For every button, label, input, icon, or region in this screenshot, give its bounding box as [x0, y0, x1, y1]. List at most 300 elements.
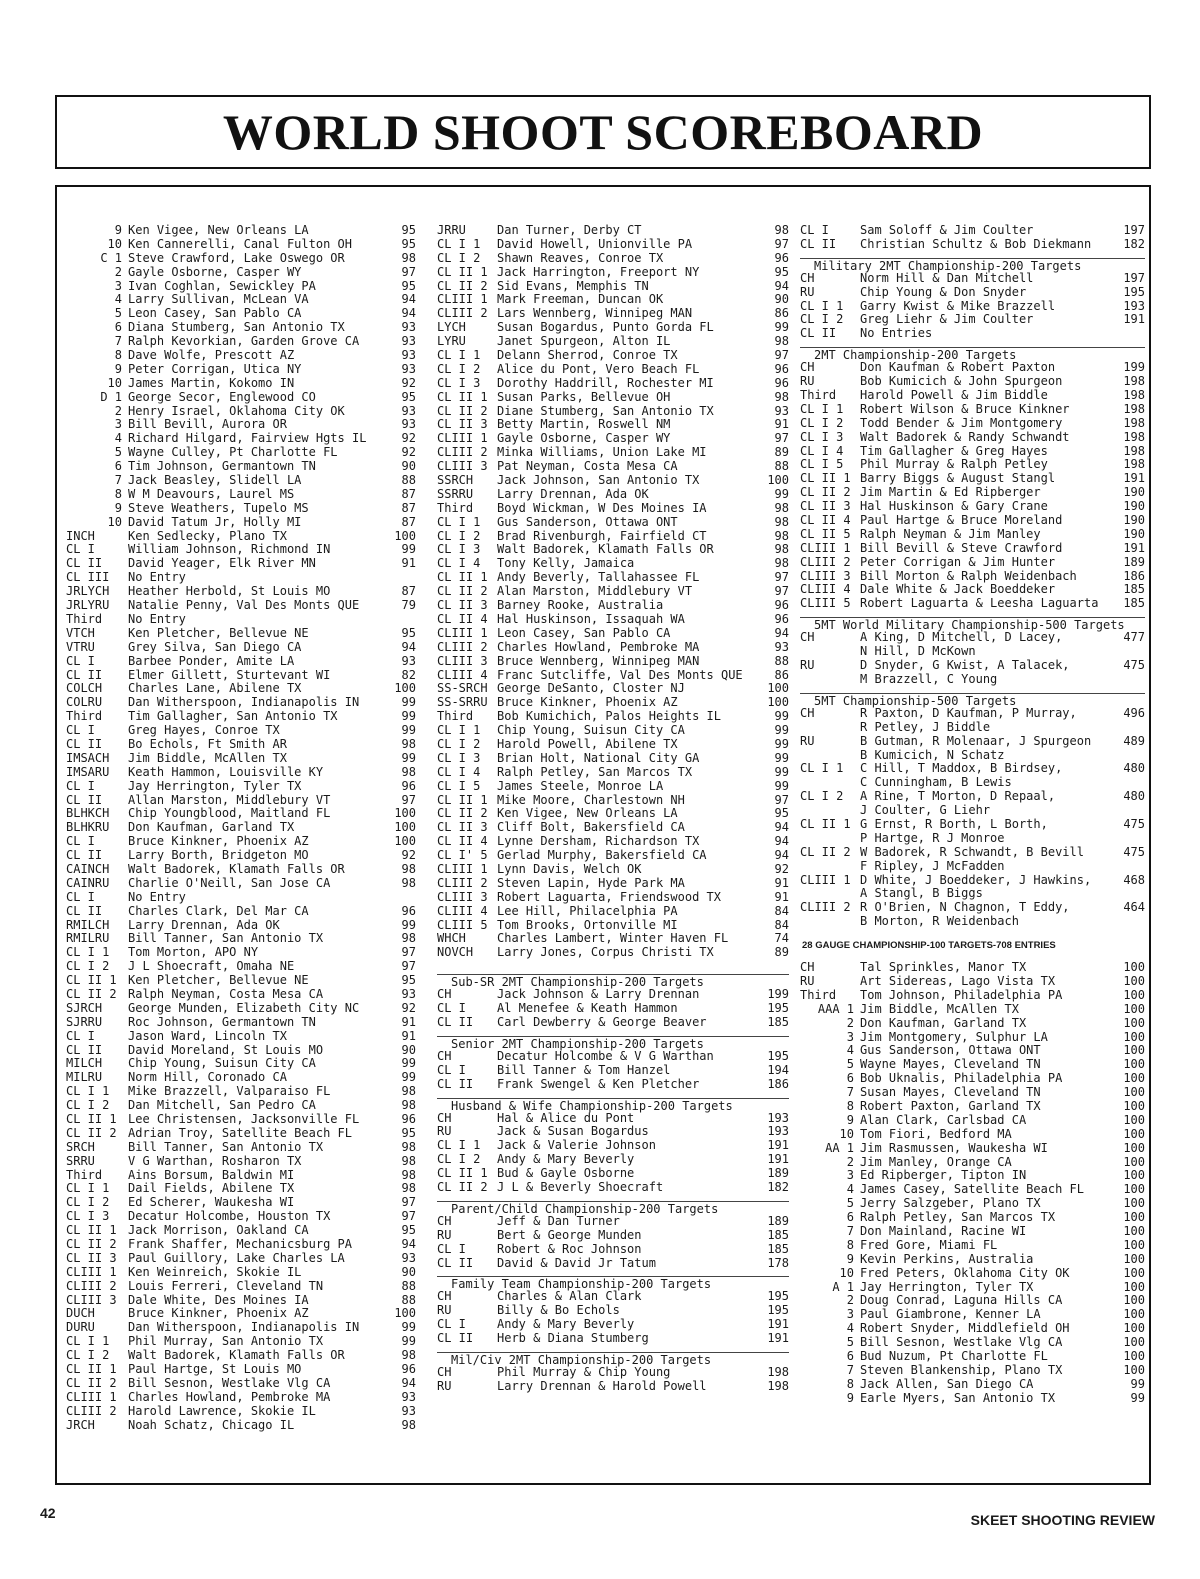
result-name: Bill Sesnon, Westlake Vlg CA [128, 1376, 331, 1390]
result-label: Third [437, 501, 474, 515]
result-label: CL I 1 [437, 349, 481, 363]
result-score: 86 [774, 668, 789, 682]
result-label: CL I 2 [437, 251, 481, 265]
result-score: 87 [401, 501, 416, 515]
result-label: CLIII 2 [437, 876, 488, 890]
result-label: CL II 2 [437, 1181, 488, 1194]
result-name: W Badorek, R Schwandt, B Bevill [860, 845, 1084, 859]
result-name: Bruce Kinkner, Phoenix AZ [497, 696, 678, 710]
result-name: Bob Uknalis, Philadelphia PA [860, 1072, 1063, 1086]
result-name: Jim Rasmussen, Waukesha WI [860, 1141, 1048, 1155]
section-title: 5MT World Military Championship-500 Targets [800, 617, 1145, 631]
result-score: 100 [1123, 1127, 1145, 1141]
result-row [66, 960, 416, 974]
result-row [437, 1332, 789, 1346]
result-name: Robert & Roc Johnson [497, 1242, 642, 1256]
result-row [66, 349, 416, 363]
result-row [66, 1099, 416, 1113]
result-label: 9 [846, 1391, 854, 1405]
result-label: WHCH [437, 932, 466, 946]
result-label: 5 [114, 446, 122, 460]
result-name: Wayne Mayes, Cleveland TN [860, 1058, 1041, 1072]
result-row [66, 1196, 416, 1210]
result-label: SSRCH [437, 474, 474, 488]
section-title: 2MT Championship-200 Targets [800, 347, 1145, 361]
result-row [800, 659, 1145, 673]
result-score: 99 [401, 696, 416, 710]
result-name: Roc Johnson, Germantown TN [128, 1015, 316, 1029]
result-name: Larry Jones, Corpus Christi TX [497, 946, 714, 960]
result-name: Robert Laguarta & Leesha Laguarta [860, 597, 1099, 611]
result-score: 98 [774, 515, 789, 529]
result-name: Andy & Mary Beverly [497, 1153, 635, 1167]
result-label: CL I [66, 835, 95, 849]
result-row [800, 631, 1145, 645]
result-score: 90 [401, 460, 416, 474]
result-row [800, 1114, 1145, 1128]
result-name: Jerry Salzgeber, Plano TX [860, 1197, 1041, 1211]
result-score [1105, 804, 1145, 818]
result-name: Larry Drennan & Harold Powell [497, 1379, 707, 1393]
result-label: RMILRU [66, 932, 110, 946]
result-row [66, 794, 416, 808]
result-score: 186 [1123, 569, 1145, 583]
result-row [437, 1050, 789, 1064]
result-label: CLIII 2 [66, 1404, 117, 1418]
result-name: Andy Beverly, Tallahassee FL [497, 571, 700, 585]
result-row [437, 516, 789, 530]
result-row [437, 1257, 789, 1271]
result-name: Leon Casey, San Pablo CA [497, 626, 671, 640]
result-name: Ralph Neyman & Jim Manley [860, 527, 1041, 541]
result-name: Todd Bender & Jim Montgomery [860, 416, 1063, 430]
result-row [437, 669, 789, 683]
result-score: 477 [1123, 631, 1145, 645]
result-score: 97 [401, 946, 416, 960]
result-score: 99 [401, 751, 416, 765]
result-name: Steven Blankenship, Plano TX [860, 1363, 1063, 1377]
result-label: CL II 3 [437, 821, 488, 835]
result-score: 94 [401, 307, 416, 321]
result-name: Greg Liehr & Jim Coulter [860, 313, 1034, 327]
result-score: 97 [774, 237, 789, 251]
result-name: Franc Sutcliffe, Val Des Monts QUE [497, 668, 743, 682]
result-name: Alice du Pont, Vero Beach FL [497, 362, 700, 376]
result-name: Ivan Coghlan, Sewickley PA [128, 279, 316, 293]
result-score: 96 [401, 1113, 416, 1126]
result-score: 100 [1123, 1183, 1145, 1197]
result-name: Larry Borth, Bridgeton MO [128, 849, 309, 863]
result-score: 96 [774, 612, 789, 626]
result-row [66, 1266, 416, 1280]
result-name: Boyd Wickman, W Des Moines IA [497, 501, 707, 515]
result-name: Steven Lapin, Hyde Park MA [497, 876, 685, 890]
result-score: 92 [774, 862, 789, 876]
result-score [1105, 860, 1145, 874]
result-label: CL I [437, 1063, 466, 1077]
result-name: Dan Witherspoon, Indianapolis IN [128, 696, 360, 710]
result-score: 95 [774, 807, 789, 821]
result-row [437, 1139, 789, 1153]
result-score: 100 [767, 696, 789, 710]
result-label: CLIII 2 [437, 446, 488, 460]
result-score: 100 [1123, 1266, 1145, 1280]
result-score: 99 [774, 751, 789, 765]
result-score: 191 [1123, 472, 1145, 486]
result-score: 100 [1123, 1016, 1145, 1030]
result-name: Adrian Troy, Satellite Beach FL [128, 1126, 352, 1140]
result-row [437, 1078, 789, 1092]
result-name: Dail Fields, Abilene TX [128, 1182, 295, 1196]
result-label: CL III [66, 571, 110, 585]
result-label: CL I 2 [800, 416, 844, 430]
result-score: 100 [394, 529, 416, 543]
championship-section [800, 617, 1145, 687]
result-row [800, 1211, 1145, 1225]
result-row [800, 1308, 1145, 1322]
result-row [800, 874, 1145, 888]
result-row [66, 1044, 416, 1058]
result-row [437, 1290, 789, 1304]
result-label: CL I 2 [66, 1099, 110, 1113]
section-title: Mil/Civ 2MT Championship-200 Targets [437, 1352, 789, 1366]
result-label: CL I [66, 779, 95, 793]
result-score: 195 [767, 1304, 789, 1318]
result-score: 197 [1123, 224, 1145, 237]
result-score: 96 [401, 779, 416, 793]
result-score: 96 [774, 376, 789, 390]
result-name: Alan Marston, Middlebury VT [497, 585, 693, 599]
result-row [437, 307, 789, 321]
result-name: Tal Sprinkles, Manor TX [860, 961, 1027, 975]
result-label: CLIII 1 [66, 1265, 117, 1279]
result-score [1105, 645, 1145, 659]
result-score: 178 [767, 1256, 789, 1270]
result-score: 95 [401, 974, 416, 988]
result-row [66, 599, 416, 613]
result-name: Ralph Neyman, Costa Mesa CA [128, 987, 324, 1001]
result-score: 95 [401, 626, 416, 640]
result-row [66, 1113, 416, 1127]
result-row [66, 669, 416, 683]
result-label: CAINRU [66, 876, 110, 890]
championship-section [437, 1352, 789, 1394]
result-score: 98 [774, 224, 789, 237]
result-label: RU [800, 974, 815, 988]
result-name: Art Sidereas, Lago Vista TX [860, 974, 1056, 988]
result-row [437, 1229, 789, 1243]
result-label: CL II 4 [437, 612, 488, 626]
result-label: CL II 2 [437, 279, 488, 293]
result-name: Bill Bevill & Steve Crawford [860, 541, 1063, 555]
result-score: 93 [401, 404, 416, 418]
result-row [66, 1002, 416, 1016]
result-row [66, 502, 416, 516]
result-name: Betty Martin, Roswell NM [497, 418, 671, 432]
result-label: CL II [437, 1015, 474, 1029]
result-score: 98 [401, 765, 416, 779]
result-row [437, 988, 789, 1002]
result-row [66, 1349, 416, 1363]
result-label: 7 [846, 1363, 854, 1377]
result-label [800, 721, 860, 735]
championship-section [437, 1036, 789, 1092]
result-row [437, 418, 789, 432]
result-name: Bob Kumicich & John Spurgeon [860, 375, 1063, 389]
result-name: Dan Witherspoon, Indianapolis IN [128, 1321, 360, 1335]
result-label [800, 645, 860, 659]
result-name: Kevin Perkins, Australia [860, 1252, 1034, 1266]
result-label: BLHKCH [66, 807, 110, 821]
result-score: 87 [401, 487, 416, 501]
result-label: CL II 2 [437, 585, 488, 599]
result-name: Greg Hayes, Conroe TX [128, 724, 280, 738]
result-row [800, 486, 1145, 500]
result-label: CLIII 3 [800, 569, 851, 583]
result-row [66, 1141, 416, 1155]
result-score: 99 [401, 543, 416, 557]
result-score: 98 [401, 251, 416, 265]
result-score: 99 [774, 779, 789, 793]
result-score: 190 [1123, 500, 1145, 514]
result-label: CLIII 1 [437, 432, 488, 446]
result-score: 185 [1123, 583, 1145, 597]
result-score: 100 [767, 474, 789, 488]
result-score: 92 [401, 1001, 416, 1015]
result-name: J L & Beverly Shoecraft [497, 1181, 664, 1194]
result-row [66, 307, 416, 321]
result-row [66, 1224, 416, 1238]
result-row [800, 327, 1145, 341]
result-score: 93 [401, 362, 416, 376]
result-row [437, 530, 789, 544]
result-score: 198 [1123, 444, 1145, 458]
result-label: CL I' 5 [437, 849, 488, 863]
result-name: Jim Manley, Orange CA [860, 1155, 1012, 1169]
result-name: N Hill, D McKown [860, 645, 976, 659]
result-label: COLRU [66, 696, 103, 710]
result-row [66, 1030, 416, 1044]
result-score: 96 [774, 362, 789, 376]
result-label: MILRU [66, 1071, 103, 1085]
result-name: Susan Bogardus, Punto Gorda FL [497, 321, 714, 335]
result-score: 100 [1123, 1294, 1145, 1308]
result-name: James Martin, Kokomo IN [128, 376, 295, 390]
result-row [66, 224, 416, 238]
result-row [66, 1210, 416, 1224]
result-name: Grey Silva, San Diego CA [128, 640, 302, 654]
result-name: Dan Turner, Derby CT [497, 224, 642, 237]
result-score: 98 [774, 390, 789, 404]
result-score: 91 [401, 1029, 416, 1043]
result-row [66, 543, 416, 557]
result-label: CL II 1 [437, 793, 488, 807]
result-label: 8 [846, 1099, 854, 1113]
result-score: 93 [401, 418, 416, 432]
result-name: Fred Gore, Miami FL [860, 1238, 998, 1252]
result-row [66, 1405, 416, 1419]
result-label: CLIII 1 [437, 862, 488, 876]
result-row [800, 860, 1145, 874]
result-row [66, 1169, 416, 1183]
result-row [66, 280, 416, 294]
result-row [437, 932, 789, 946]
result-name: Diane Stumberg, San Antonio TX [497, 404, 714, 418]
result-label: CH [800, 271, 815, 285]
result-score: 92 [401, 432, 416, 446]
result-name: Jim Montgomery, Sulphur LA [860, 1030, 1048, 1044]
result-row [66, 557, 416, 571]
result-score: 100 [1123, 1044, 1145, 1058]
result-name: R O'Brien, N Chagnon, T Eddy, [860, 901, 1070, 915]
result-row [800, 901, 1145, 915]
result-row [66, 682, 416, 696]
result-score: 86 [774, 307, 789, 321]
result-row [800, 1169, 1145, 1183]
result-score: 96 [401, 904, 416, 918]
section-title: Sub-SR 2MT Championship-200 Targets [437, 974, 789, 988]
result-label: CL II 1 [437, 390, 488, 404]
result-row [66, 1016, 416, 1030]
result-row [66, 1155, 416, 1169]
result-row [437, 1380, 789, 1394]
result-score: 496 [1123, 706, 1145, 720]
result-score: 90 [401, 1043, 416, 1057]
result-row [437, 863, 789, 877]
result-row [800, 403, 1145, 417]
result-row [437, 905, 789, 919]
result-label: CL II 4 [800, 514, 851, 528]
result-score: 100 [1123, 1211, 1145, 1225]
result-label: 8 [846, 1377, 854, 1391]
result-row [800, 272, 1145, 286]
result-row [800, 776, 1145, 790]
result-row [66, 932, 416, 946]
result-label: 10 [839, 1266, 854, 1280]
result-label: CL I [66, 543, 95, 557]
result-row [66, 974, 416, 988]
result-name: Phil Murray, San Antonio TX [128, 1335, 324, 1349]
result-row [800, 472, 1145, 486]
result-label: CL II 2 [66, 1126, 117, 1140]
result-name: Jack Beasley, Slidell LA [128, 474, 302, 488]
result-score: 468 [1123, 873, 1145, 887]
result-row [437, 446, 789, 460]
result-label: SSRRU [437, 487, 474, 501]
result-score: 99 [401, 1335, 416, 1349]
result-label: DURU [66, 1321, 95, 1335]
result-label: CL II 1 [66, 1363, 117, 1377]
result-score: 198 [1123, 389, 1145, 403]
result-name: Ralph Petley, San Marcos TX [860, 1211, 1056, 1225]
result-row [800, 1392, 1145, 1406]
result-name: Ken Pletcher, Bellevue NE [128, 974, 309, 988]
result-score: 99 [774, 765, 789, 779]
result-row [800, 431, 1145, 445]
result-row [437, 1366, 789, 1380]
result-label: CL II [66, 849, 103, 863]
result-label: CL I [66, 724, 95, 738]
result-label: CLIII 3 [66, 1293, 117, 1307]
result-row [66, 724, 416, 738]
result-label: CL I 2 [437, 362, 481, 376]
result-name: Paul Giambrone, Kenner LA [860, 1308, 1041, 1322]
result-label: CL I 2 [437, 737, 481, 751]
result-score: 92 [401, 376, 416, 390]
page-title: WORLD SHOOT SCOREBOARD [222, 104, 984, 160]
result-label: CL I 1 [800, 299, 844, 313]
result-name: A Stangl, B Biggs [860, 887, 983, 901]
result-row [800, 1044, 1145, 1058]
result-score: 98 [774, 529, 789, 543]
result-name: J Coulter, G Liehr [860, 804, 991, 818]
championship-section [800, 347, 1145, 611]
result-label: 5 [114, 307, 122, 321]
result-name: Natalie Penny, Val Des Monts QUE [128, 599, 360, 613]
result-row [800, 762, 1145, 776]
result-score: 189 [767, 1167, 789, 1181]
result-row [437, 280, 789, 294]
results-column-1 [66, 224, 416, 1432]
result-row [437, 488, 789, 502]
result-name: Noah Schatz, Chicago IL [128, 1418, 295, 1432]
result-name: Lynne Dersham, Richardson TX [497, 835, 700, 849]
result-label: C 1 [100, 251, 122, 265]
result-name: B Gutman, R Molenaar, J Spurgeon [860, 734, 1092, 748]
result-score: 99 [401, 1071, 416, 1085]
result-label: CH [800, 706, 815, 720]
result-name: Robert Snyder, Middlefield OH [860, 1322, 1070, 1336]
result-row [800, 735, 1145, 749]
result-label: CH [437, 988, 452, 1002]
result-score: 98 [774, 543, 789, 557]
result-label: CL II 1 [437, 571, 488, 585]
result-score: 74 [774, 932, 789, 946]
result-score: 191 [767, 1318, 789, 1332]
result-label: CL I 3 [437, 751, 481, 765]
result-row [800, 1239, 1145, 1253]
result-name: Peter Corrigan & Jim Hunter [860, 555, 1056, 569]
result-row [66, 516, 416, 530]
result-row [437, 557, 789, 571]
result-label: CLIII 4 [437, 668, 488, 682]
result-name: Susan Parks, Bellevue OH [497, 390, 671, 404]
result-score: 98 [401, 1182, 416, 1196]
result-name: Jeff & Dan Turner [497, 1214, 620, 1228]
result-score: 93 [401, 1390, 416, 1404]
result-label: Third [66, 1168, 103, 1182]
result-label: CL II 2 [800, 486, 851, 500]
result-name: Minka Williams, Union Lake MI [497, 446, 707, 460]
result-name: Janet Spurgeon, Alton IL [497, 335, 671, 349]
result-row [800, 1378, 1145, 1392]
result-label: CL II 4 [437, 835, 488, 849]
result-row [66, 696, 416, 710]
result-score: 100 [394, 682, 416, 696]
result-row [66, 766, 416, 780]
result-label: CL I 2 [437, 529, 481, 543]
result-name: R Petley, J Biddle [860, 720, 991, 734]
result-label: CL I 3 [800, 430, 844, 444]
result-score: 95 [401, 237, 416, 251]
result-name: A King, D Mitchell, D Lacey, [860, 631, 1063, 645]
result-label: CL I 4 [437, 557, 481, 571]
result-label: CL I [800, 224, 829, 237]
result-name: Ken Vigee, New Orleans LA [497, 807, 678, 821]
result-row [437, 460, 789, 474]
result-score: 100 [1123, 1099, 1145, 1113]
result-score [1105, 673, 1145, 687]
